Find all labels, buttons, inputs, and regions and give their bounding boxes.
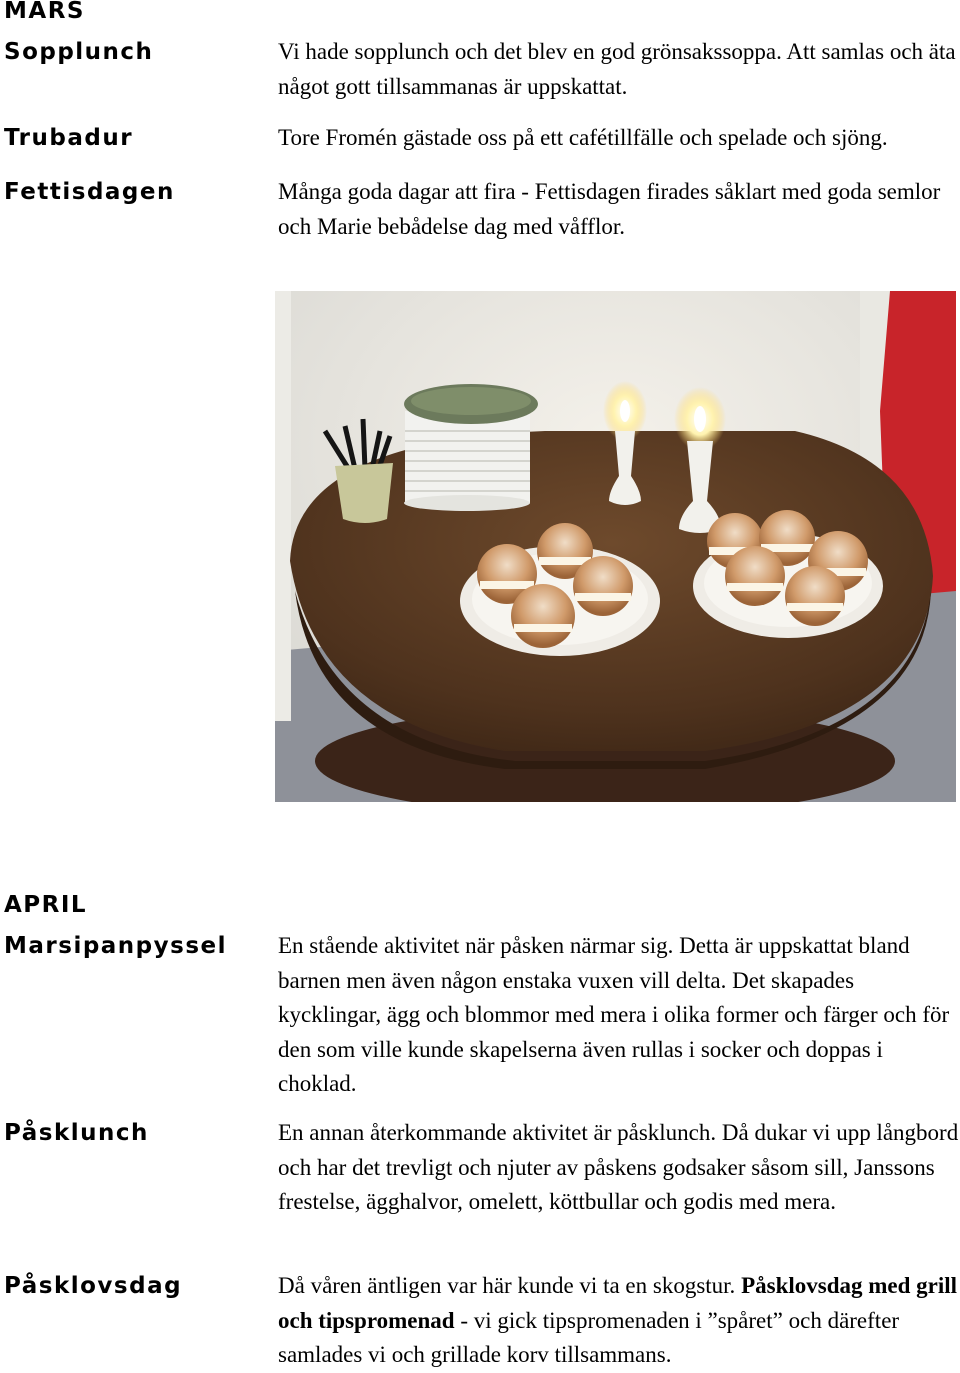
section-heading-fettisdagen: Fettisdagen <box>4 179 175 205</box>
month-heading-mars: MARS <box>4 0 85 24</box>
section-text-fettisdagen: Många goda dagar att fira - Fettisdagen firades såklart med goda semlor och Marie bebådelse dag med våfflor. <box>278 179 941 239</box>
pasklovsdag-intro: Då våren äntligen var här kunde vi ta en skogstur. <box>278 1273 742 1298</box>
section-heading-sopplunch: Sopplunch <box>4 39 154 65</box>
section-text-marsipanpyssel: En stående aktivitet när påsken närmar sig. Detta är uppskattat bland barnen men även någon enstaka vuxen vill delta. Det skapades kycklingar, ägg och blommor med mera i olika former och färger och för den som ville kunde skapelserna även rullas i socker och doppas i choklad. <box>278 933 950 1096</box>
section-heading-pasklunch: Påsklunch <box>4 1120 149 1146</box>
left-wall-edge <box>275 291 291 721</box>
semlor-photo <box>275 291 956 802</box>
section-heading-pasklovsdag: Påsklovsdag <box>4 1273 183 1299</box>
section-text-sopplunch: Vi hade sopplunch och det blev en god grönsakssoppa. Att samlas och äta något gott tillsammanas är uppskattat. <box>278 39 956 99</box>
section-heading-marsipanpyssel: Marsipanpyssel <box>4 933 228 959</box>
section-text-trubadur: Tore Fromén gästade oss på ett cafétillfälle och spelade och sjöng. <box>278 125 888 150</box>
pasklovsdag-rest: - vi gick tipspromenaden i ”spåret” och därefter samlades vi och grillade korv tillsammans. <box>278 1307 900 1367</box>
section-text-pasklunch: En annan återkommande aktivitet är påsklunch. Då dukar vi upp långbord och har det trevligt och njuter av påskens godsaker såsom sill, Janssons frestelse, ägghalvor, omelett, köttbullar och godis med mera. <box>278 1120 959 1214</box>
pasklovsdag-bold: Påsklovsdag med grill och tipspromenad <box>278 1273 958 1333</box>
section-text-pasklovsdag <box>278 1269 960 1373</box>
section-heading-trubadur: Trubadur <box>4 125 134 151</box>
month-heading-april: APRIL <box>4 892 88 918</box>
plate-stack <box>404 384 538 511</box>
